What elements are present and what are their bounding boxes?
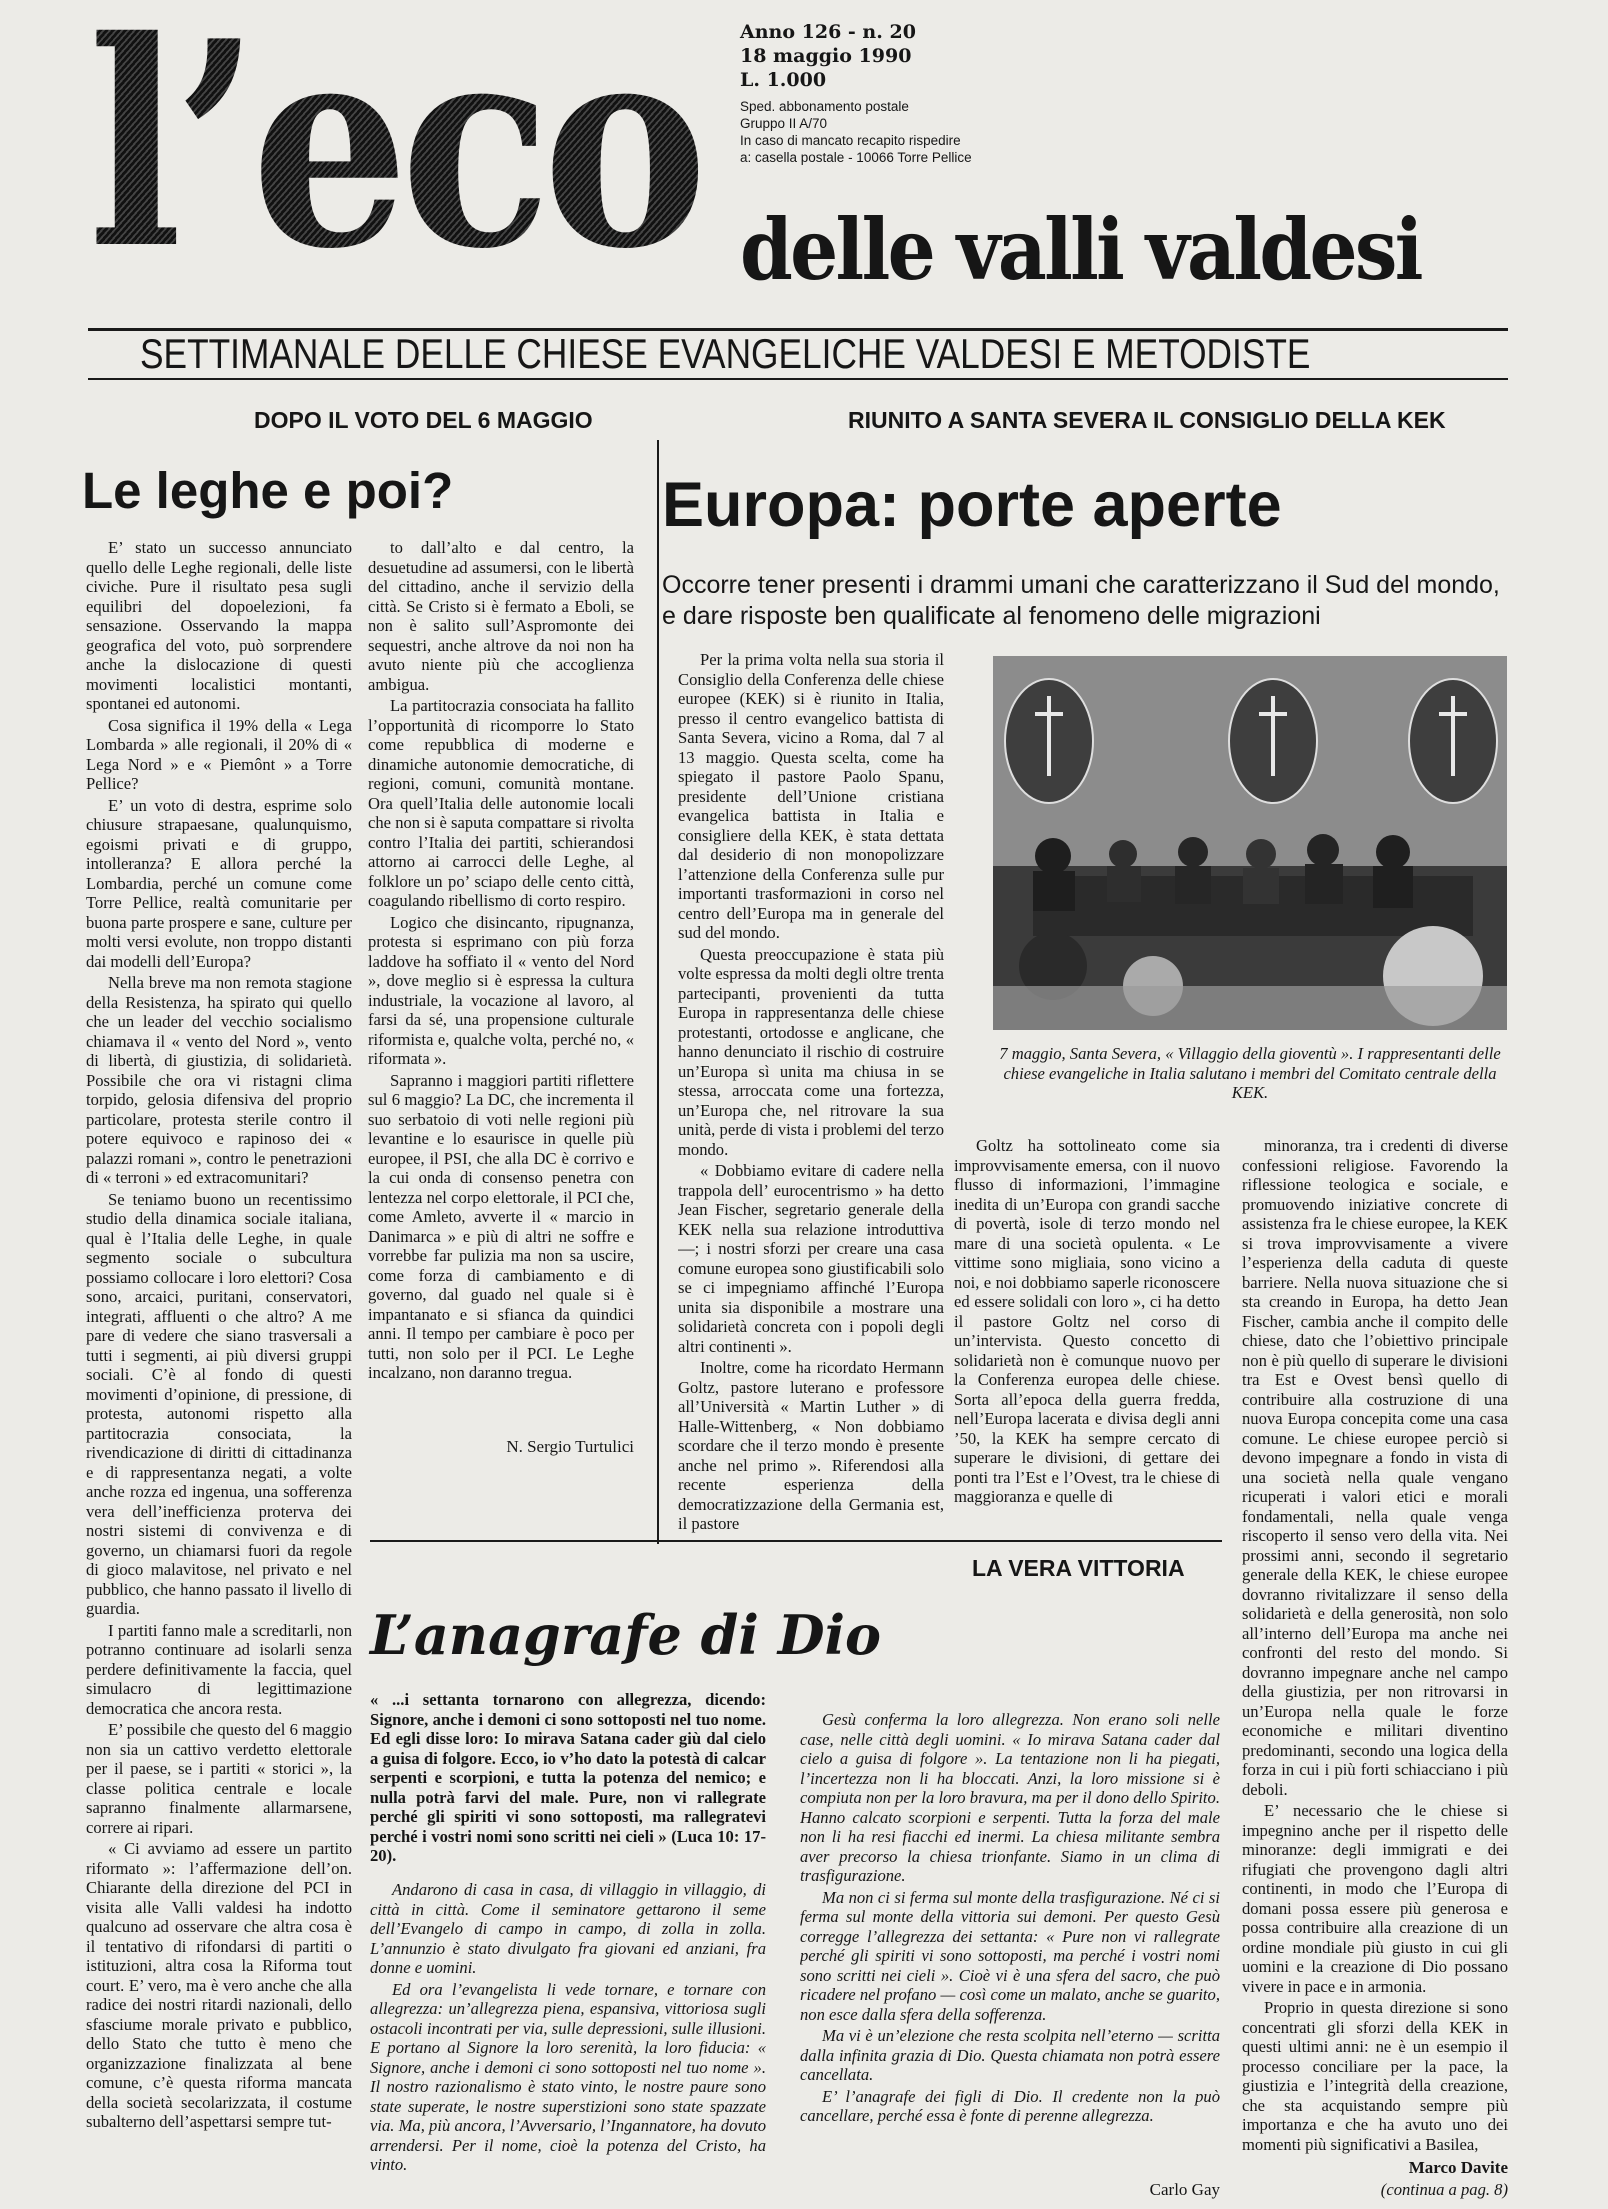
postal-line: Sped. abbonamento postale — [740, 99, 909, 114]
paragraph: Inoltre, come ha ricordato Hermann Goltz, pastore luterano e professore all’Università « Martin Luther » di Halle-Wittenberg, « Non dobbiamo scordare che il terzo mondo è presente anche nel primo ». Riferendosi alla recente esperienza della democratizzazione della Germania est, il pastore — [678, 1358, 944, 1533]
left-author: N. Sergio Turtulici — [506, 1437, 634, 1456]
paragraph: Questa preoccupazione è stata più volte espressa da molti degli oltre trenta partecipanti, provenienti da tutta Europa in rappresentanza delle chiese protestanti, ortodosse e anglicane, che hanno denunciato il rischio di costruire un’Europa sì unita ma chiusa in se stessa, arroccata come una fortezza, un’Europa che, nel ritrovare la sua unità, perde di vista i problemi del terzo mondo. — [678, 944, 944, 1159]
postal-info — [740, 98, 972, 166]
bottom-headline: L’anagrafe di Dio — [370, 1603, 882, 1667]
vertical-rule — [657, 440, 659, 1544]
paragraph: minoranza, tra i credenti di diverse confessioni religiose. Favorendo la riflessione teologica e sociale, e promuovendo iniziative concrete di assistenza fra le chiese europee, la KEK si trova improvvisamente a vivere l’esperienza della caduta di queste barriere. Nella nuova situazione che si sta creando in Europa, ha detto Jean Fischer, cambia anche il compito delle chiese, dato che l’obiettivo principale non è più quello di superare le divisioni tra Est e Ovest bensì quello di contribuire alla costruzione di una nuova Europa concepita come una casa comune. Le chiese europee perciò si devono impegnare a fondo in vista di una società nella quale vengano ricuperati i valori etici e morali fondamentali, nella quale venga riscoperto il senso vero della vita. Nei prossimi anni, secondo il segretario generale della KEK, le chiese europee dovranno rivitalizzare il senso della solidarietà e della generosità, non solo all’interno dell’Europa ma anche nei confronti del resto del mondo. Si dovranno impegnare anche nel campo della giustizia, per non ritrovarsi in un’Europa nella quale le forze economiche e militari diventino predominanti, secondo una logica della forza in cui i più forti schiacciano i più deboli. — [1242, 1136, 1508, 1799]
paragraph: Se teniamo buono un recentissimo studio della dinamica sociale italiana, qual è l’Italia delle Leghe, in quale segmento sociale o subcultura possiamo collocare i loro elettori? Cosa sono, arcaici, puritani, conservatori, integrati, affluenti o che altro? A me pare di vedere che siano trasversali a tutti i segmenti, ai più diversi gruppi sociali. C’è al fondo di questi movimenti d’opinione, di pressione, di protesta, autonomi rispetto alla partitocrazia consociata, la rivendicazione di diritti di cittadinanza e di rappresentanza negati, a volte anche rozza ed ingenua, una sofferenza vera dell’inefficienza proterva dei nostri sistemi di convivenza e di governo, un chiamarsi fuori da regole di gioco malavitose, nel privato e nel pubblico, che hanno passato il livello di guardia. — [86, 1189, 352, 1618]
left-article-col1 — [86, 538, 352, 2198]
paragraph: to dall’alto e dal centro, la desuetudine ad assumersi, con le libertà del cittadino, anche il servizio della città. Se Cristo si è fermato a Eboli, se non è salito sull’Aspromonte dei sequestri, anche altrove da noi non ha avuto niente più che accoglienza ambigua. — [368, 538, 634, 694]
meeting-photo — [993, 656, 1507, 1030]
postal-line: a: casella postale - 10066 Torre Pellice — [740, 150, 972, 165]
paragraph: Ma non ci si ferma sul monte della trasfigurazione. Né ci si ferma sul monte della vittoria sui demoni. Per questo Gesù corregge l’allegrezza dei settanta: « Pure non vi rallegrate perché gli spiriti vi sono sottoposti, ma perché i vostri nomi sono scritti nei cieli ». Cioè vi è una sfera del sacro, che può ricadere nel profano — così come un malato, anche se guarito, non esce dalla sfera della sofferenza. — [800, 1887, 1220, 2024]
bottom-article-col2 — [800, 1710, 1220, 2150]
right-headline: Europa: porte aperte — [662, 470, 1282, 540]
masthead-logo: l’eco — [88, 0, 700, 311]
paragraph: Gesù conferma la loro allegrezza. Non erano soli nelle case, nelle città degli uomini. « Io mirava Satana cader dal cielo a guisa di folgore ». La tentazione non li ha piegati, l’incertezza non li ha bloccati. Anzi, la loro missione si è compiuta non per la loro bravura, ma per il dono dello Spirito. Hanno calcato scorpioni e serpenti. Tutta la forza del male non li ha resi fiacchi ed inermi. La chiesa militante sembra aver precorso la chiesa trionfante. Siamo in un clima di trasfigurazione. — [800, 1710, 1220, 1885]
right-article-col3 — [1242, 1136, 1508, 2171]
postal-line: Gruppo II A/70 — [740, 116, 828, 131]
paragraph: Ma vi è un’elezione che resta scolpita nell’eterno — scritta dalla infinita grazia di Dio. Questa chiamata non potrà essere cancellata. — [800, 2026, 1220, 2084]
bottom-article-col1 — [370, 1880, 766, 2180]
paragraph: La partitocrazia consociata ha fallito l’opportunità di ricomporre lo Stato come repubblica di moderne e dinamiche autonomie democratiche, di regioni, comuni, comunità montane. Ora quell’Italia delle autonomie locali che non si è saputa compattare si rivolta contro l’Italia dei partiti, schierandosi attorno ai carrocci delle Leghe, al folklore un po’ sciapo delle cento città, coagulando ribellismo di corto respiro. — [368, 696, 634, 910]
masthead-subtitle: delle valli valdesi — [740, 200, 1421, 299]
paragraph: I partiti fanno male a screditarli, non potranno continuare ad isolarli senza perdere definitivamente la faccia, quel simulacro di legittimazione democratica che ancora resta. — [86, 1620, 352, 1718]
paragraph: E’ l’anagrafe dei figli di Dio. Il credente non la può cancellare, perché essa è fonte di perenne allegrezza. — [800, 2086, 1220, 2125]
paragraph: Andarono di casa in casa, di villaggio in villaggio, di città in città. Come il seminatore gettarono il seme dell’Evangelo di campo in campo, di zolla in zolla. L’annunzio è stato divulgato fra giovani ed anziani, fra donne e uomini. — [370, 1880, 766, 1977]
right-article-col1 — [678, 650, 944, 1540]
right-deck: Occorre tener presenti i drammi umani che caratterizzano il Sud del mondo, e dare risposte ben qualificate al fenomeno delle migrazioni — [662, 571, 1500, 630]
bottom-article-rule — [370, 1540, 1222, 1542]
issue-number: Anno 126 - n. 20 — [740, 21, 916, 43]
paragraph: Sapranno i maggiori partiti riflettere sul 6 maggio? La DC, che incrementa il suo serbatoio di voti nelle regioni più levantine e lo esaurisce in quelle più europee, il PSI, che alla DC è corrivo e la cui onda di consenso penetra con lentezza nel corpo elettorale, il PCI che, come Amleto, avverte il « marcio in Danimarca » e più di altri ne soffre e vorrebbe far pulizia ma non sa uscire, come forza di cambiamento e di governo, dal guado nel quale si è impantanato e si sfianca da quindici anni. Il tempo per cambiare è poco per tutti, non solo per il PCI. Le Leghe incalzano, non daranno tregua. — [368, 1070, 634, 1382]
paragraph: E’ possibile che questo del 6 maggio non sia un cattivo verdetto elettorale per il paese, se i partiti « storici », la classe politica centrale e locale sapranno finalmente allarmarsene, correre ai ripari. — [86, 1720, 352, 1837]
left-headline: Le leghe e poi? — [82, 462, 454, 519]
masthead-rule-bottom — [88, 378, 1508, 380]
right-article-col2 — [954, 1136, 1220, 1546]
paragraph: Cosa significa il 19% della « Lega Lombarda » alle regionali, il 20% di « Lega Nord » e « Piemônt » a Torre Pellice? — [86, 715, 352, 793]
issue-price: L. 1.000 — [740, 69, 827, 91]
paragraph: Ed ora l’evangelista li vede tornare, e tornare con allegrezza: un’allegrezza piena, espansiva, vittoriosa sugli ostacoli incontrati per via, sulle depressioni, sulle illusioni. E portano al Signore la loro serenità, la loro fiducia: « Signore, anche i demoni ci sono sottoposti nel tuo nome ». Il nostro razionalismo è stato vinto, le nostre paure sono state superate, le nostre superstizioni sono state spazzate via. Ma, più ancora, l’Avversario, l’Ingannatore, ha dovuto arrendersi. Per il nome, cioè la potenza del Cristo, ha vinto. — [370, 1979, 766, 2174]
paragraph: Logico che disincanto, ripugnanza, protesta si esprimano con più forza laddove ha soffiato il « vento del Nord », dove meglio si è espressa la cultura industriale, la vocazione al lavoro, al farsi da sé, una propensione culturale riformista e, qualche volta, perché no, « riformata ». — [368, 912, 634, 1068]
right-kicker: RIUNITO A SANTA SEVERA IL CONSIGLIO DELLA KEK — [848, 407, 1446, 433]
paragraph: E’ necessario che le chiese si impegnino anche per il rispetto delle minoranze: degli immigrati e dei rifugiati che provengono dagli altri continenti, in modo che l’Europa di domani possa essere più generosa e possa contribuire alla creazione di un ordine mondiale più giusto in cui gli uomini e la creazione di Dio possano vivere in pace e in armonia. — [1242, 1801, 1508, 1996]
bottom-kicker: LA VERA VITTORIA — [972, 1555, 1185, 1581]
left-kicker: DOPO IL VOTO DEL 6 MAGGIO — [254, 407, 593, 433]
left-article-col2 — [368, 538, 634, 1438]
masthead-tagline: SETTIMANALE DELLE CHIESE EVANGELICHE VALDESI E METODISTE — [140, 330, 1311, 377]
bible-quote: « ...i settanta tornarono con allegrezza, dicendo: Signore, anche i demoni ci sono sottoposti nel tuo nome. Ed egli disse loro: Io mirava Satana cader giù dal cielo a guisa di folgore. Ecco, io v’ho dato la potestà di calcar serpenti e scorpioni, e tutta la potenza del nemico; e nulla potrà farvi del male. Pure, non vi rallegrate perché gli spiriti vi sono sottoposti, ma rallegratevi perché i vostri nomi sono scritti nei cieli » (Luca 10: 17-20). — [370, 1690, 766, 1865]
paragraph: Goltz ha sottolineato come sia improvvisamente emersa, con il nuovo flusso di informazioni, l’immagine inedita di un’Europa con grandi sacche di povertà, isole di terzo mondo nel mare di una società opulenta. « Le vittime sono migliaia, sono vicino a noi, e noi dobbiamo saperle riconoscere ed essere solidali con loro », ci ha detto il pastore Goltz nel corso di un’intervista. Questo concetto di solidarietà non è comunque nuovo per la Conferenza europea delle chiese. Sorta all’epoca della guerra fredda, nell’Europa lacerata e divisa degli anni ’50, la KEK ha sempre cercato di superare le divisioni, di gettare dei ponti tra l’Est e l’Ovest, tra le chiese di maggioranza e quelle di — [954, 1136, 1220, 1506]
paragraph: « Ci avviamo ad essere un partito riformato »: l’affermazione dell’on. Chiarante della direzione del PCI in visita alle Valli valdesi ha indotto qualcuno ad osservare che altra cosa è il tentativo di rifondarsi di partiti o istituzioni, altra cosa la Riforma tout court. E’ vero, ma è vero anche che alla radice dei nostri ritardi nazionali, dello sfasciume morale privato e pubblico, dello Stato che tutto è meno che organizzazione finalizzata al bene comune, c’è questa riforma mancata della società secolarizzata, il costume subalterno dell’aspettarsi sempre tut- — [86, 1839, 352, 2131]
continuation-note: (continua a pag. 8) — [1380, 2180, 1508, 2199]
issue-date: 18 maggio 1990 — [740, 45, 912, 67]
paragraph: Nella breve ma non remota stagione della Resistenza, ha spirato qui quello che un leader del vecchio socialismo chiamava il « vento del Nord », vento di libertà, di giustizia, di solidarietà. Possibile che ora vi ristagni clima torpido, gelosia difensiva del proprio particolare, protesta sterile contro il potere equivoco e rapinoso dei « palazzi romani », contro le penetrazioni di « terroni » ed extracomunitari? — [86, 973, 352, 1187]
paragraph: E’ un voto di destra, esprime solo chiusure strapaesane, qualunquismo, egoismi privati e di gruppo, intolleranza? E allora perché la Lombardia, perché un comune come Torre Pellice, realtà comunitarie per buona parte prospere e sane, culture per molti versi evolute, non troppo distanti dai modelli dell’Europa? — [86, 795, 352, 971]
bottom-author: Carlo Gay — [1149, 2180, 1220, 2199]
photo-caption: 7 maggio, Santa Severa, « Villaggio della gioventù ». I rappresentanti delle chiese evangeliche in Italia salutano i membri del Comitato centrale della KEK. — [999, 1044, 1501, 1102]
meeting-photo-drawing — [993, 656, 1507, 1030]
issue-info — [740, 20, 916, 92]
paragraph: Proprio in questa direzione si sono concentrati gli sforzi della KEK in questi ultimi anni: ne è un esempio il processo conciliare per la pace, la giustizia e l’integrità della creazione, che sta acquistando sempre più importanza e che ha avuto uno dei momenti più significativi a Basilea, — [1242, 1998, 1508, 2154]
postal-line: In caso di mancato recapito rispedire — [740, 133, 961, 148]
paragraph: Per la prima volta nella sua storia il Consiglio della Conferenza delle chiese europee (KEK) si è riunito in Italia, presso il centro evangelico battista di Santa Severa, vicino a Roma, dal 7 al 13 maggio. Questa scelta, come ha spiegato il pastore Paolo Spanu, presidente dell’Unione cristiana evangelica battista in Italia e consigliere della KEK, è stata dettata dal desiderio di non monopolizzare l’attenzione della Conferenza sulle pur importanti trasformazioni in corso nel centro dell’Europa ma in generale del sud del mondo. — [678, 650, 944, 942]
paragraph: « Dobbiamo evitare di cadere nella trappola dell’ eurocentrismo » ha detto Jean Fischer, segretario generale della KEK nella sua relazione introduttiva —; i nostri sforzi per creare una casa comune europea sono giustificabili solo se ci impegniamo affinché l’Europa unita sia disponibile a mostrare una solidarietà concreta con i popoli degli altri continenti ». — [678, 1161, 944, 1356]
paragraph: E’ stato un successo annunciato quello delle Leghe regionali, delle liste civiche. Pure il risultato pesa sugli equilibri del dopoelezioni, fa sensazione. Osservando la mappa geografica del voto, può sorprendere anche la dislocazione di questi movimenti localistici montanti, spontanei ed autonomi. — [86, 538, 352, 713]
right-author: Marco Davite — [1408, 2158, 1508, 2177]
